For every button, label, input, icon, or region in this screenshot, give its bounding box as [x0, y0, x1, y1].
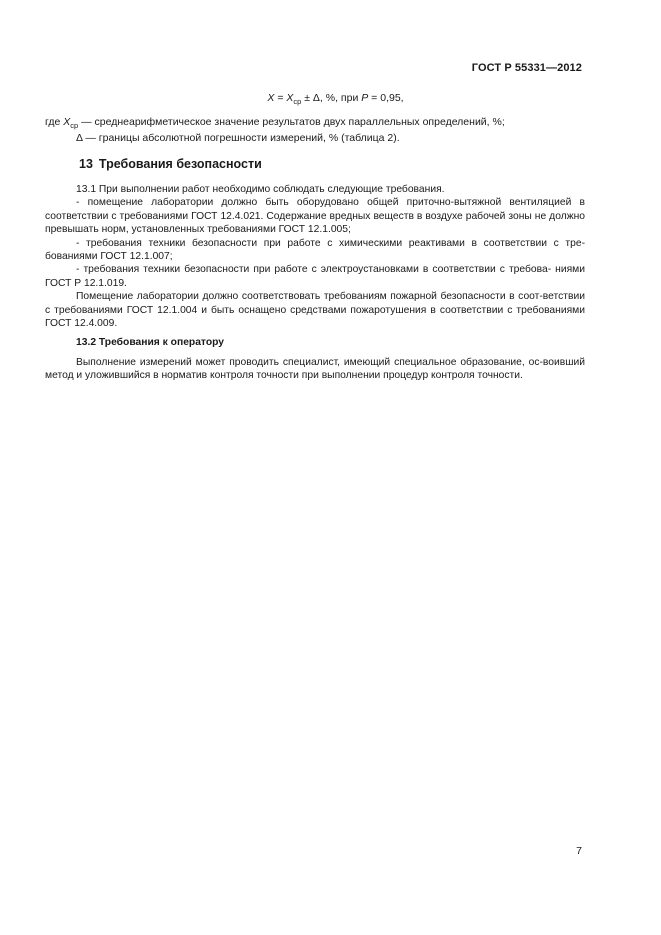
section-title-text: Требования безопасности — [98, 157, 262, 171]
formula-subscript: ср — [293, 97, 302, 107]
section-number: 13 — [79, 157, 93, 171]
legend-var: X — [63, 116, 71, 128]
page-number: 7 — [576, 845, 582, 857]
document-code-header: ГОСТ Р 55331—2012 — [471, 62, 582, 74]
legend-line-delta: Δ — границы абсолютной погрешности измерений, % (таблица 2). — [76, 132, 400, 145]
formula-p: P — [361, 92, 369, 104]
subsection-title-13-2: 13.2 Требования к оператору — [76, 337, 225, 349]
paragraph-ventilation: - помещение лаборатории должно быть оборудовано общей приточно-вытяжной вентиляцией в соответствии с требованиями ГОСТ 12.4.021. Содержание вредных веществ в воздухе рабочей зоны не должно превышать норм, установленных требованиями ГОСТ 12.1.005; — [45, 197, 585, 236]
formula-rest: ± Δ, %, при — [301, 92, 362, 104]
formula-x: X — [267, 92, 275, 104]
paragraph-13-1: 13.1 При выполнении работ необходимо соблюдать следующие требования. — [76, 184, 445, 195]
section-body — [45, 183, 585, 383]
paragraph-chemicals: - требования техники безопасности при работе с химическими реактивами в соответствии с тре-бованиями ГОСТ 12.1.007; — [45, 237, 585, 263]
formula-legend — [45, 116, 585, 145]
section-title — [79, 157, 262, 171]
formula-equals: = — [274, 92, 287, 104]
paragraph-operator: Выполнение измерений может проводить специалист, имеющий специальное образование, ос-воивший метод и уложившийся в норматив контроля точности при выполнении процедур контроля точности. — [45, 356, 585, 382]
formula-p-value: = 0,95, — [368, 92, 404, 104]
paragraph-electrical: - требования техники безопасности при работе с электроустановками в соответствии с требова- ниями ГОСТ Р 12.1.019. — [45, 264, 585, 289]
legend-sub: ср — [70, 121, 79, 131]
legend-prefix: где — [45, 116, 64, 128]
legend-mean-text: — среднеарифметическое значение результатов двух параллельных определений, %; — [78, 116, 505, 128]
legend-line-mean — [45, 116, 585, 132]
formula-x-mean: X — [286, 92, 294, 104]
paragraph-fire-safety: Помещение лаборатории должно соответствовать требованиям пожарной безопасности в соот-ветствии с требованиями ГОСТ 12.1.004 и быть оснащено средствами пожаротушения в соответствии с требованиями ГОСТ 12.4.009. — [45, 291, 585, 330]
formula — [0, 92, 661, 106]
